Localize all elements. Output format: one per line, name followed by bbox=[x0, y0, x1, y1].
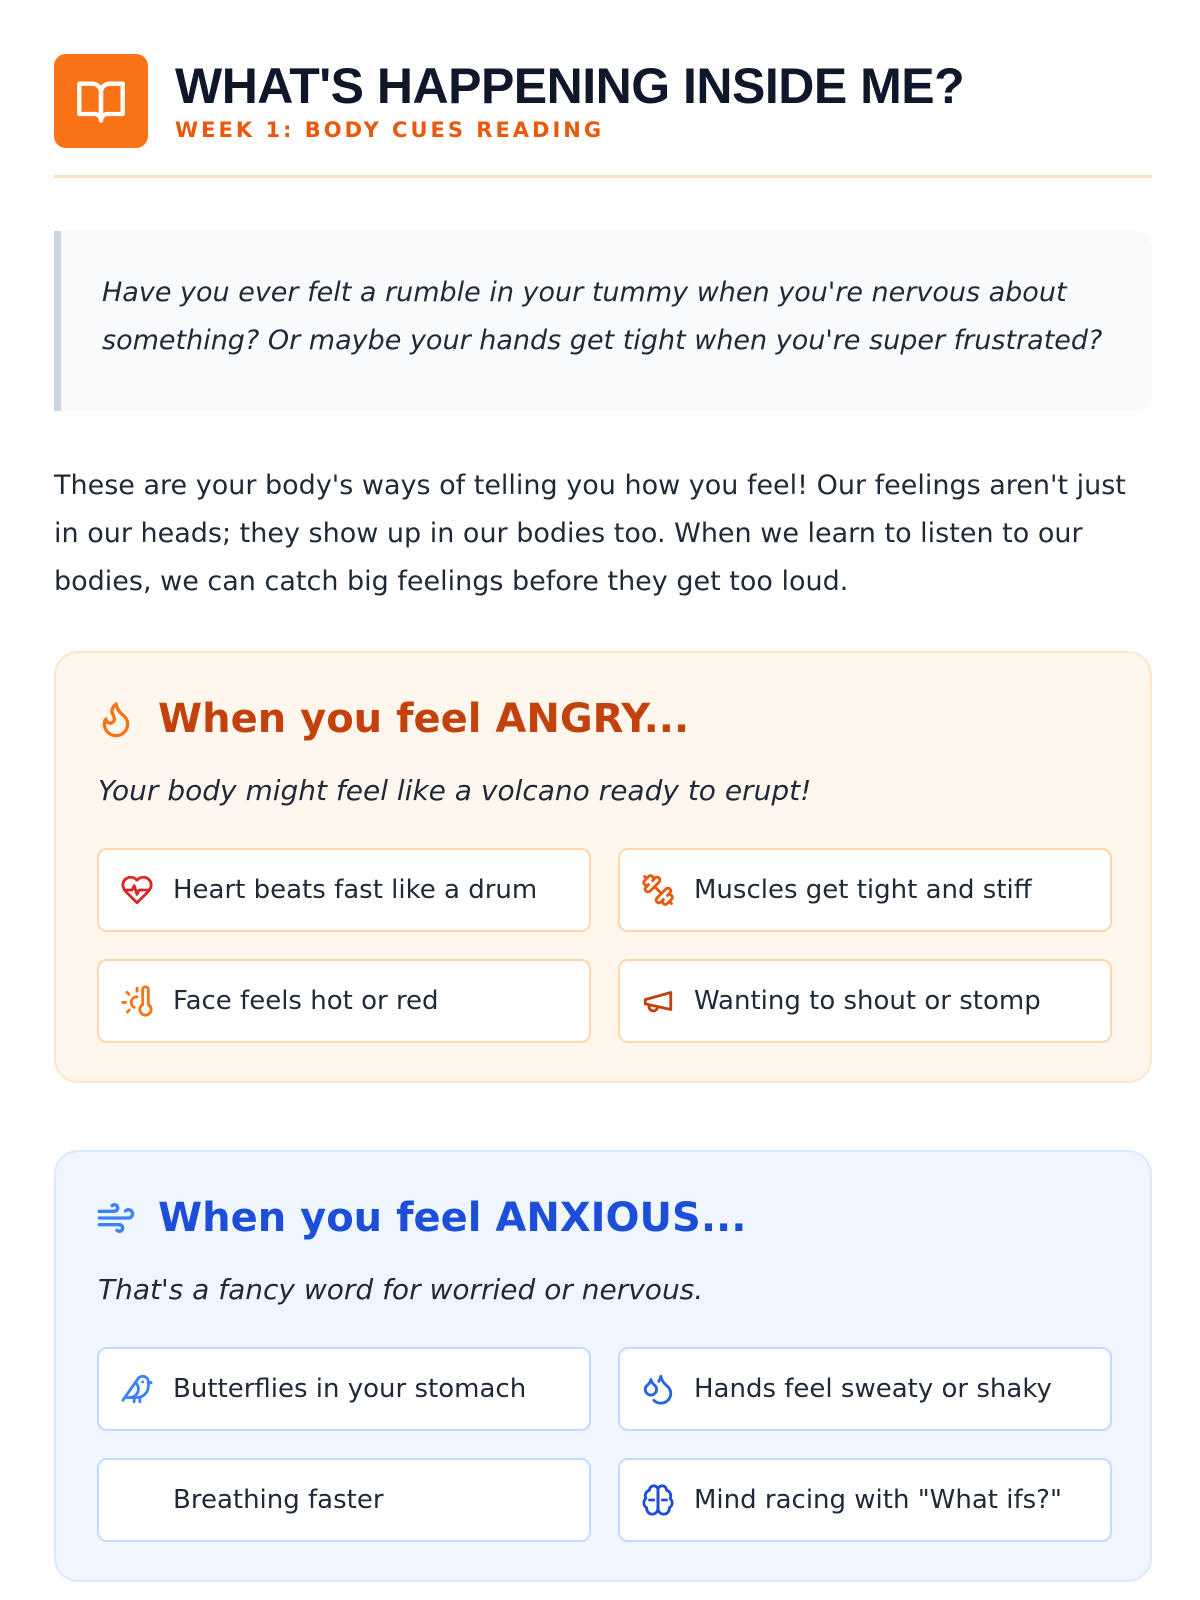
header-divider bbox=[54, 175, 1152, 178]
cue-card bbox=[97, 1347, 591, 1431]
cue-card bbox=[97, 1458, 591, 1542]
cue-card bbox=[97, 848, 591, 932]
heart-pulse-icon bbox=[119, 872, 155, 908]
dumbbell-icon bbox=[640, 872, 676, 908]
cue-label: Breathing faster bbox=[173, 1485, 384, 1515]
cue-label: Mind racing with "What ifs?" bbox=[694, 1485, 1062, 1515]
wind-icon bbox=[96, 1196, 136, 1240]
bird-icon bbox=[119, 1371, 155, 1407]
thermometer-sun-icon bbox=[119, 983, 155, 1019]
page-title: WHAT'S HAPPENING INSIDE ME? bbox=[175, 58, 965, 114]
intro-paragraph: These are your body's ways of telling you how you feel! Our feelings aren't just in our heads; they show up in our bodies too. When we learn to listen to our bodies, we can catch big feelings before they get too loud. bbox=[54, 470, 1126, 597]
cue-label: Wanting to shout or stomp bbox=[694, 986, 1041, 1016]
cue-card bbox=[618, 1347, 1112, 1431]
brain-icon bbox=[640, 1482, 676, 1518]
intro-quote bbox=[54, 231, 1152, 411]
cue-card bbox=[618, 848, 1112, 932]
cue-label: Face feels hot or red bbox=[173, 986, 439, 1016]
section-subtitle: That's a fancy word for worried or nervous. bbox=[98, 1273, 704, 1306]
cue-label: Butterflies in your stomach bbox=[173, 1374, 527, 1404]
cue-label: Heart beats fast like a drum bbox=[173, 875, 538, 905]
page-subtitle: WEEK 1: BODY CUES READING bbox=[175, 118, 605, 142]
quote-text: Have you ever felt a rumble in your tummy when you're nervous about something? Or maybe your hands get tight when you're super frustrated? bbox=[102, 277, 1103, 356]
section-subtitle: Your body might feel like a volcano ready to erupt! bbox=[98, 774, 812, 807]
section-title: When you feel ANGRY... bbox=[158, 696, 690, 742]
page-header bbox=[54, 54, 1150, 178]
flame-icon bbox=[96, 697, 136, 741]
breathing-icon-empty bbox=[119, 1482, 155, 1518]
section-anxious bbox=[54, 1150, 1152, 1582]
cue-card bbox=[618, 959, 1112, 1043]
droplets-icon bbox=[640, 1371, 676, 1407]
cue-label: Muscles get tight and stiff bbox=[694, 875, 1032, 905]
open-book-icon bbox=[75, 75, 127, 127]
cue-card bbox=[618, 1458, 1112, 1542]
section-title: When you feel ANXIOUS... bbox=[158, 1195, 747, 1241]
section-angry bbox=[54, 651, 1152, 1083]
megaphone-icon bbox=[640, 983, 676, 1019]
cue-label: Hands feel sweaty or shaky bbox=[694, 1374, 1052, 1404]
cue-card bbox=[97, 959, 591, 1043]
logo bbox=[54, 54, 148, 148]
